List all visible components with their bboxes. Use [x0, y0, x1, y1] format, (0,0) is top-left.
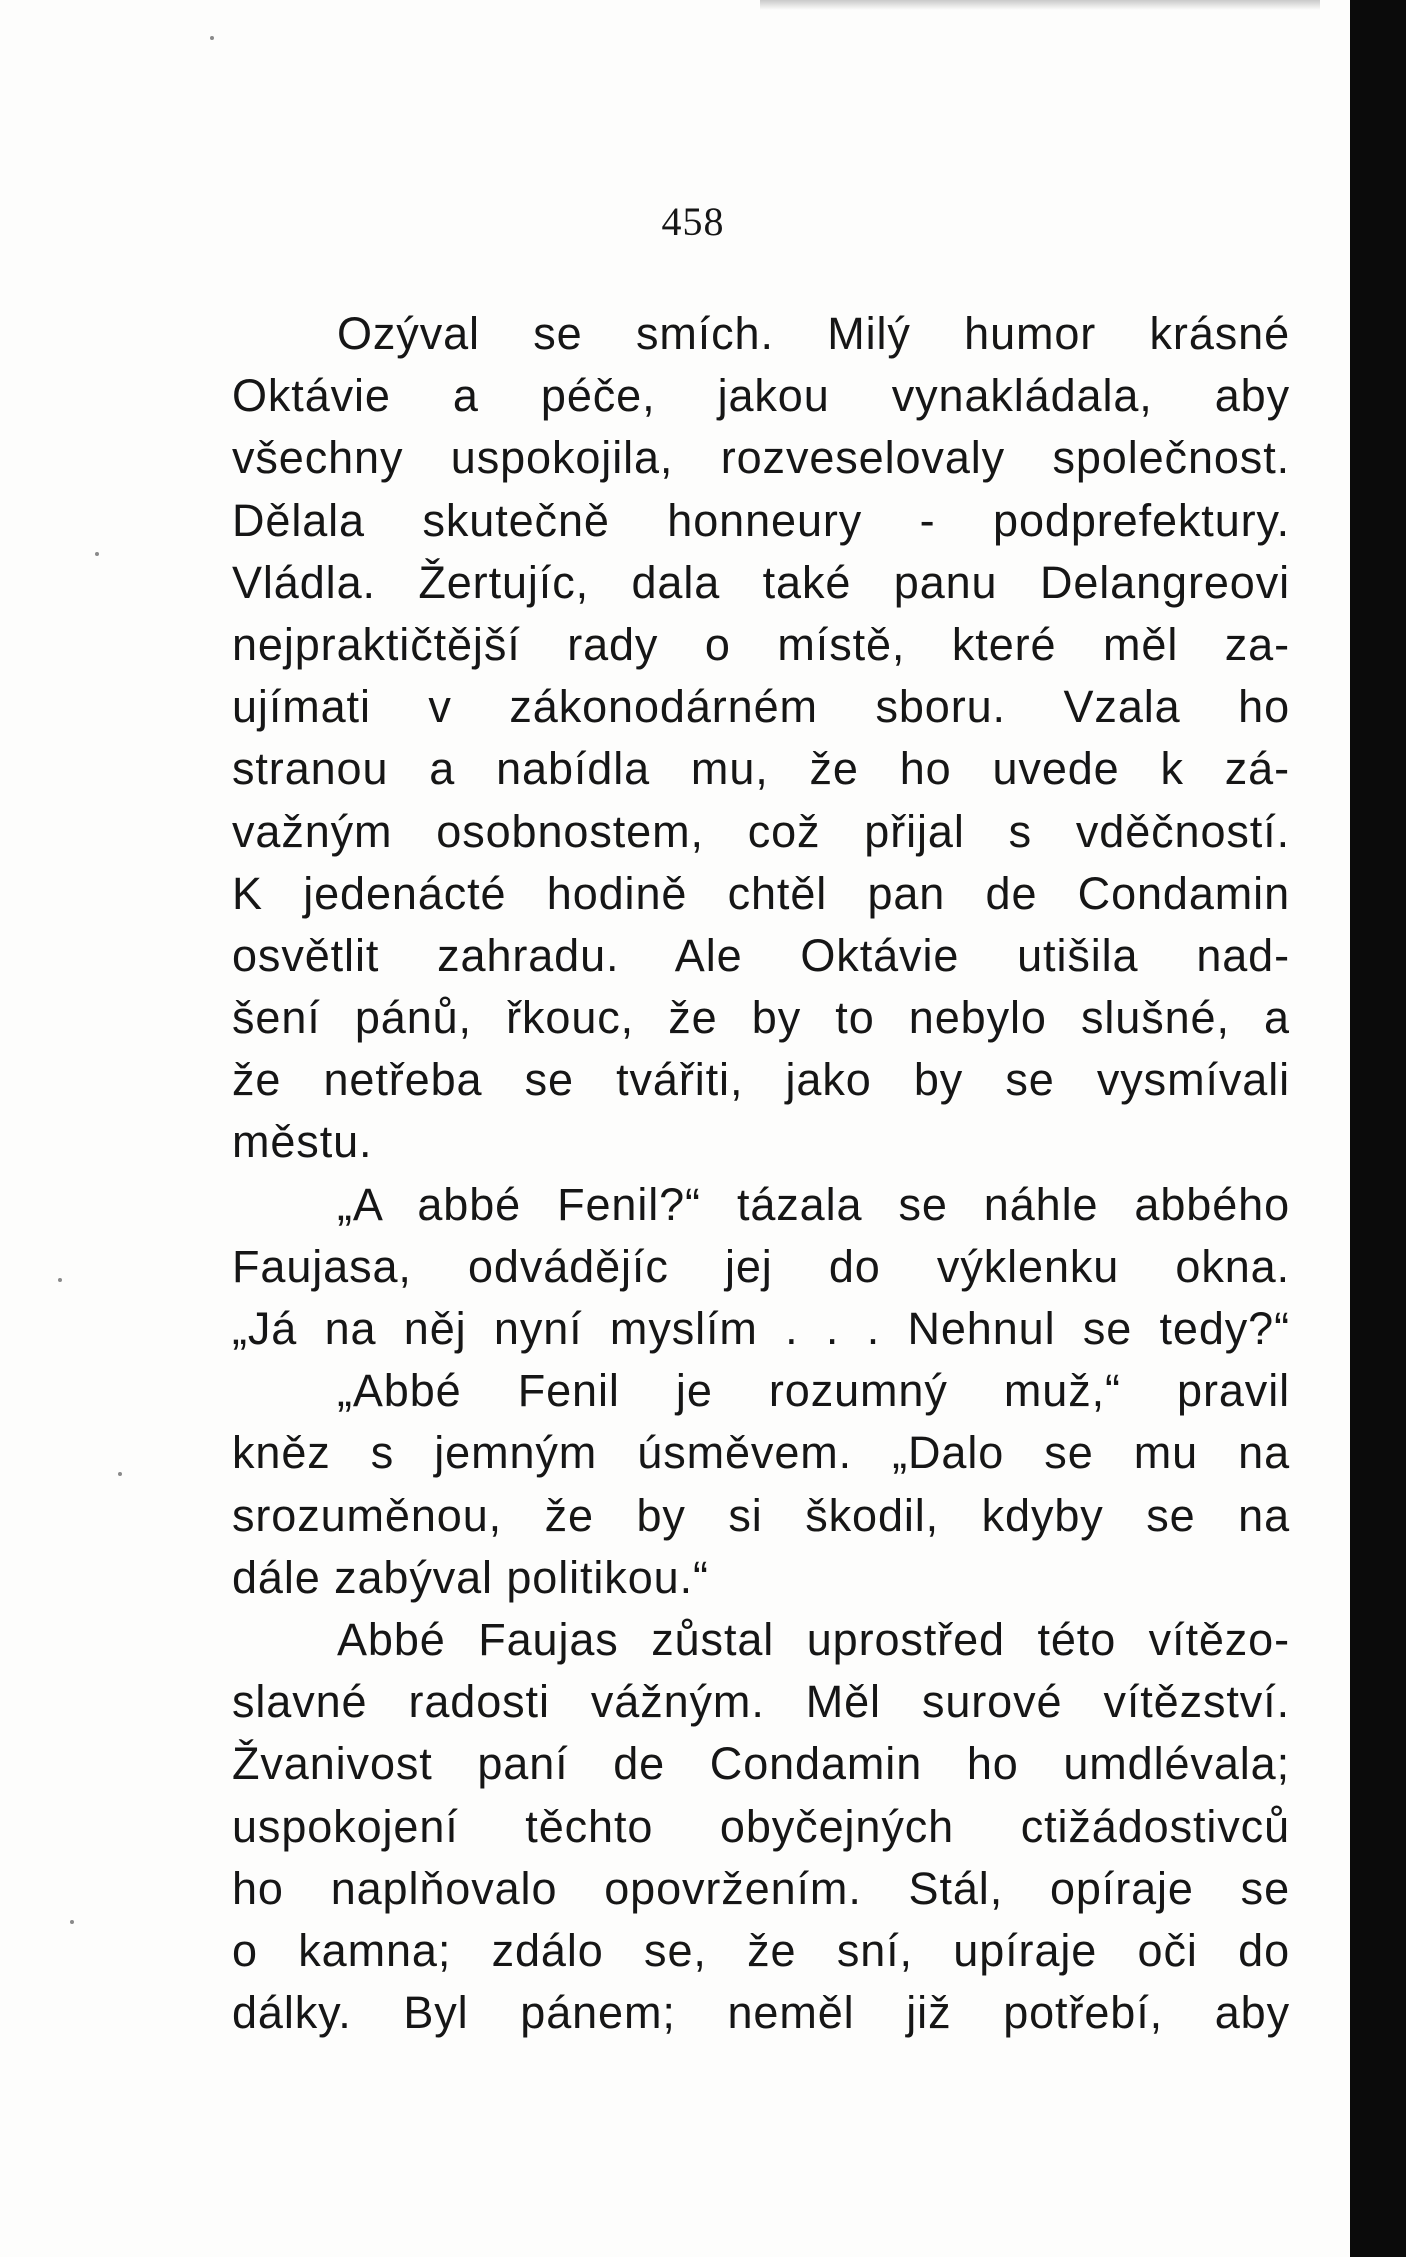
text-line: dále zabýval politikou.“ — [232, 1551, 709, 1603]
text-line: stranou a nabídla mu, že ho uvede k zá- — [232, 743, 1290, 795]
text-line: važným osobnostem, což přijal s vděčností. — [232, 805, 1290, 857]
page-top-edge-shadow — [760, 0, 1320, 10]
text-line: ho naplňovalo opovržením. Stál, opíraje se — [232, 1862, 1290, 1914]
text-line: K jedenácté hodině chtěl pan de Condamin — [232, 867, 1290, 919]
text-line: Vládla. Žertujíc, dala také panu Delangreovi — [232, 556, 1290, 608]
text-line: Faujasa, odvádějíc jej do výklenku okna. — [232, 1240, 1290, 1292]
text-line: Ozýval se smích. Milý humor krásné — [337, 308, 1290, 359]
text-line: kněz s jemným úsměvem. „Dalo se mu na — [232, 1427, 1290, 1479]
text-line: o kamna; zdálo se, že sní, upíraje oči do — [232, 1924, 1290, 1976]
text-line: Oktávie a péče, jakou vynakládala, aby — [232, 370, 1290, 422]
text-line: „A abbé Fenil?“ tázala se náhle abbého — [337, 1178, 1290, 1230]
text-line: Dělala skutečně honneury - podprefektury. — [232, 494, 1290, 546]
text-line: všechny uspokojila, rozveselovaly společnost. — [232, 432, 1290, 484]
text-line: ujímati v zákonodárném sboru. Vzala ho — [232, 681, 1290, 733]
text-line: „Já na něj nyní myslím . . . Nehnul se tedy?“ — [232, 1303, 1290, 1354]
text-line: Abbé Faujas zůstal uprostřed této vítězo- — [337, 1613, 1290, 1665]
text-line: městu. — [232, 1116, 373, 1168]
text-line: šení pánů, řkouc, že by to nebylo slušné, a — [232, 992, 1290, 1044]
text-line: nejpraktičtější rady o místě, které měl za- — [232, 618, 1290, 670]
text-line: slavné radosti vážným. Měl surové vítězství. — [232, 1676, 1290, 1728]
text-line: Žvanivost paní de Condamin ho umdlévala; — [232, 1738, 1290, 1790]
text-line: že netřeba se tvářiti, jako by se vysmívali — [232, 1054, 1290, 1106]
page-number: 458 — [661, 199, 725, 244]
body-text — [232, 303, 1290, 2044]
text-line: „Abbé Fenil je rozumný muž,“ pravil — [337, 1365, 1290, 1417]
scan-border-right — [1350, 0, 1406, 2257]
text-line: dálky. Byl pánem; neměl již potřebí, aby — [232, 1987, 1290, 2039]
text-line: srozuměnou, že by si škodil, kdyby se na — [232, 1489, 1290, 1541]
text-line: osvětlit zahradu. Ale Oktávie utišila nad- — [232, 929, 1290, 981]
text-line: uspokojení těchto obyčejných ctižádostivců — [232, 1800, 1290, 1852]
